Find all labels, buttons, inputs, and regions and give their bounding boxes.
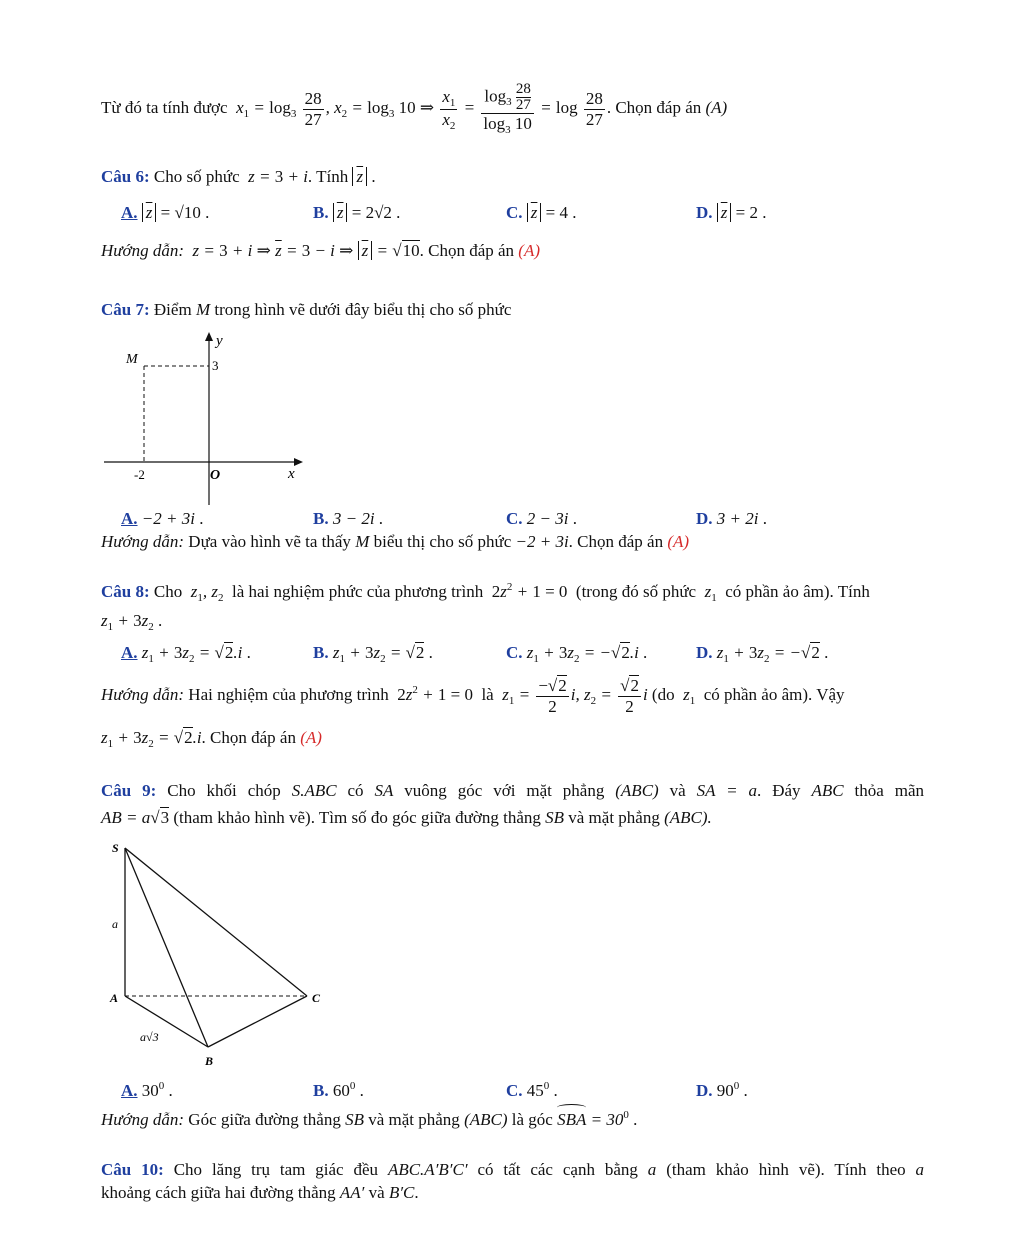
q10-prism: ABC.A′B′C′ <box>387 1160 468 1179</box>
q10-text-c: (tham khảo hình vẽ). Tính theo <box>666 1160 906 1179</box>
q7-coordinate-figure <box>100 330 310 510</box>
q6-option-a[interactable]: A. $\overline{z} = √10$ . <box>121 203 210 222</box>
q9-option-b-label: B. <box>313 1081 329 1100</box>
q9-guide-degree: 0 <box>623 1109 629 1121</box>
q9-option-b[interactable]: B. $60^0$ . <box>313 1080 364 1100</box>
q8-option-d[interactable]: D. $z_1 + 3z_2 = -√2$ . <box>696 643 829 665</box>
q7-stem <box>101 300 511 320</box>
q8-guide-line2: $z_1 + 3z_2 = √2.i$. Chọn đáp án (A) <box>101 728 322 750</box>
q7-option-d-label: D. <box>696 509 713 528</box>
q10-line2-end: . <box>414 1183 419 1202</box>
q9-plane2: (ABC). <box>664 808 712 827</box>
q9-text-e: . Đáy <box>757 781 801 800</box>
intro-lead: Từ đó ta tính được <box>101 97 228 117</box>
q8-option-b[interactable]: B. $z_1 + 3z_2 = √2$ . <box>313 643 433 665</box>
q7-text-a: Điểm <box>153 300 192 319</box>
q6-option-c-label: C. <box>506 203 523 222</box>
q8-guide-text: Hai nghiệm của phương trình <box>188 685 389 704</box>
q10-stem <box>101 1160 924 1180</box>
q9-text-c: vuông góc với mặt phẳng <box>404 781 605 800</box>
intro-ending: . Chọn đáp án <box>606 97 702 117</box>
q10-bc: B′C <box>388 1183 415 1202</box>
q9-guide-sb: SB <box>345 1110 364 1129</box>
q8-stem-line2: $z_1 + 3z_2$ . <box>101 611 163 633</box>
q9-text-g: (tham khảo hình vẽ). Tìm số đo góc giữa đường thẳng <box>173 808 541 827</box>
q7-x-label: x <box>288 466 295 482</box>
q6-option-a-value: √10 <box>174 203 201 222</box>
q6-stem: Câu 6: Cho số phức z = 3 + i. Tính $\overline{z}$ . <box>101 167 376 186</box>
q7-guide-label: Hướng dẫn: <box>101 532 185 551</box>
q9-text-h: và mặt phẳng <box>568 808 660 827</box>
q7-option-a[interactable]: A. −2 + 3i . <box>121 509 204 528</box>
q9-label-c: C <box>312 991 321 1005</box>
intro-answer: (A) <box>705 97 728 117</box>
q9-pyramid: S.ABC <box>291 781 337 800</box>
q7-y-arrow <box>205 332 213 341</box>
q9-guide-text2: và mặt phẳng <box>368 1110 460 1129</box>
q6-text: Cho số phức <box>153 167 240 186</box>
q9-option-d-degree: 0 <box>733 1080 740 1092</box>
q7-origin: O <box>210 468 221 483</box>
q7-option-c-value: 2 − 3i <box>526 509 569 528</box>
q8-text-d: có phần ảo âm). Tính <box>725 582 870 601</box>
q9-edge-bc <box>208 996 307 1047</box>
q9-option-a-label: A. <box>121 1081 138 1100</box>
q8-option-a-label: A. <box>121 643 138 662</box>
q7-option-c[interactable]: C. 2 − 3i . <box>506 509 577 528</box>
q6-answer: (A) <box>518 241 541 260</box>
q7-guide-value: −2 + 3i <box>515 532 569 551</box>
q9-pyramid-figure <box>100 836 340 1076</box>
q6-option-b-label: B. <box>313 203 329 222</box>
q8-text-a: Cho <box>153 582 183 601</box>
q9-label-s: S <box>112 841 119 855</box>
q9-label-b: B <box>205 1054 214 1068</box>
q7-text-b: trong hình vẽ dưới đây biểu thị cho số phức <box>214 300 512 319</box>
q9-option-d-label: D. <box>696 1081 713 1100</box>
q7-point-label: M <box>126 352 138 367</box>
q8-label: Câu 8: <box>101 582 150 601</box>
q9-guide-plane: (ABC) <box>464 1110 508 1129</box>
q6-tail: . Tính <box>307 167 349 186</box>
q9-option-c-value: 45 <box>526 1081 544 1100</box>
q10-stem-line2 <box>101 1183 419 1203</box>
q6-option-c[interactable]: C. $\overline{z} = 4$ . <box>506 203 577 222</box>
q9-plane: (ABC) <box>615 781 659 800</box>
q7-option-b[interactable]: B. 3 − 2i . <box>313 509 384 528</box>
q7-option-c-label: C. <box>506 509 523 528</box>
q9-option-c[interactable]: C. $45^0$ . <box>506 1080 558 1100</box>
q6-option-d-label: D. <box>696 203 713 222</box>
q7-option-d-value: 3 + 2i <box>716 509 759 528</box>
q10-edge-a2: a <box>915 1160 925 1179</box>
q9-stem-line2: AB = a√3 (tham khảo hình vẽ). Tìm số đo góc giữa đường thẳng SB và mặt phẳng (ABC). <box>101 808 712 827</box>
q6-guide-end: . Chọn đáp án <box>419 241 515 260</box>
q6-option-c-value: 4 <box>559 203 568 222</box>
q9-sa: SA <box>374 781 394 800</box>
q7-guide <box>101 532 689 552</box>
q7-y-tick: 3 <box>212 358 219 373</box>
q7-guide-text2: biểu thị cho số phức <box>373 532 512 551</box>
q9-option-d-value: 90 <box>716 1081 734 1100</box>
q9-edge-ab <box>125 996 208 1047</box>
q9-sb: SB <box>545 808 565 827</box>
q8-guide-label: Hướng dẫn: <box>101 685 185 704</box>
intro-line: Từ đó ta tính được $x_1 = \log_3$ $\frac{28}{27}$ , $x_2 = \log_3 10$ ⇒ $\frac{x_1}{x_2}$ = $\log_3$ $\frac{28}{27}$ $\log_3 10$ = log $\frac{28}{27}$ . Chọn đáp án (A) <box>101 81 728 136</box>
q7-option-a-value: −2 + 3i <box>141 509 195 528</box>
q8-guide-end: . Chọn đáp án <box>201 728 296 747</box>
q8-option-a[interactable]: A. $z_1 + 3z_2 = √2.i$ . <box>121 643 251 665</box>
q6-option-d-value: 2 <box>749 203 758 222</box>
q7-x-arrow <box>294 458 303 466</box>
q6-option-b-value: 2√2 <box>365 203 392 222</box>
q9-guide-angle: SBA <box>557 1110 587 1129</box>
q9-guide-text: Góc giữa đường thẳng <box>188 1110 341 1129</box>
q8-guide: Hướng dẫn: Hai nghiệm của phương trình $2z^2 + 1 = 0$ là $z_1$ = $\frac{-√2}{2}$ i, $z_2$ = $\frac{√2}{2}$ i (do $z_1$ có phần ảo âm). Vậy <box>101 675 845 716</box>
q7-y-label: y <box>216 333 223 349</box>
q9-label: Câu 9: <box>101 781 157 800</box>
q10-line2-a: khoảng cách giữa hai đường thẳng <box>101 1183 336 1202</box>
q9-edge-sb <box>125 848 208 1047</box>
q7-label: Câu 7: <box>101 300 150 319</box>
q6-guide-label: Hướng dẫn: <box>101 241 185 260</box>
q7-answer: (A) <box>667 532 690 551</box>
q7-point: M <box>195 300 211 319</box>
q9-abc: ABC <box>811 781 844 800</box>
q9-label-edge-sa: a <box>112 917 118 931</box>
q6-option-d[interactable]: D. $\overline{z} = 2$ . <box>696 203 767 222</box>
q9-label-a: A <box>110 991 119 1005</box>
q6-label: Câu 6: <box>101 167 150 186</box>
q8-text-c: (trong đó số phức <box>575 582 697 601</box>
q9-option-c-label: C. <box>506 1081 523 1100</box>
q10-line2-b: và <box>368 1183 385 1202</box>
q9-edge-sc <box>125 848 307 996</box>
q7-option-a-label: A. <box>121 509 138 528</box>
q8-text-b: là hai nghiệm phức của phương trình <box>232 582 484 601</box>
q9-option-b-value: 60 <box>332 1081 350 1100</box>
q9-option-a-degree: 0 <box>158 1080 165 1092</box>
q7-guide-end: . Chọn đáp án <box>568 532 664 551</box>
q7-option-d[interactable]: D. 3 + 2i . <box>696 509 767 528</box>
q9-guide-value: = 30 <box>590 1110 624 1129</box>
q8-answer: (A) <box>300 728 322 747</box>
q9-stem: Câu 9: Cho khối chóp S.ABC có SA vuông góc với mặt phẳng (ABC) và SA = a. Đáy ABC thỏa mãn <box>101 781 925 800</box>
q9-guide-label: Hướng dẫn: <box>101 1110 185 1129</box>
q9-text-a: Cho khối chóp <box>167 781 281 800</box>
q7-guide-text: Dựa vào hình vẽ ta thấy <box>188 532 351 551</box>
q9-guide: Hướng dẫn: Góc giữa đường thẳng SB và mặt phẳng (ABC) là góc SBA = $30^0$ . <box>101 1109 638 1129</box>
q9-label-edge-ab: a√3 <box>140 1030 159 1044</box>
q9-text-f: thỏa mãn <box>854 781 925 800</box>
q7-option-b-value: 3 − 2i <box>332 509 375 528</box>
q9-option-a-value: 30 <box>141 1081 159 1100</box>
q6-option-b[interactable]: B. $\overline{z} = 2√2$ . <box>313 203 401 222</box>
q10-label: Câu 10: <box>101 1160 164 1179</box>
q8-option-c[interactable]: C. $z_1 + 3z_2 = -√2.i$ . <box>506 643 648 665</box>
q8-guide-la: là <box>481 685 494 704</box>
q10-text-a: Cho lăng trụ tam giác đều <box>173 1160 379 1179</box>
q9-option-a[interactable]: A. $30^0$ . <box>121 1080 173 1100</box>
q8-option-c-label: C. <box>506 643 523 662</box>
q7-option-b-label: B. <box>313 509 329 528</box>
q8-stem: Câu 8: Cho $z_1$, $z_2$ là hai nghiệm phức của phương trình $2z^2 + 1 = 0$ (trong đó số phức $z_1$ có phần ảo âm). Tính <box>101 581 870 604</box>
q7-x-tick: -2 <box>134 467 145 482</box>
q10-text-b: có tất các cạnh bằng <box>477 1160 638 1179</box>
q9-text-d: và <box>669 781 686 800</box>
q10-aa: AA′ <box>339 1183 365 1202</box>
q8-option-d-label: D. <box>696 643 713 662</box>
q9-option-c-degree: 0 <box>543 1080 550 1092</box>
q9-option-d[interactable]: D. $90^0$ . <box>696 1080 748 1100</box>
q10-edge-a: a <box>647 1160 657 1179</box>
q8-guide-do: (do <box>651 685 675 704</box>
q8-guide-tail: có phần ảo âm). Vậy <box>703 685 845 704</box>
q9-guide-text3: là góc <box>511 1110 553 1129</box>
q7-guide-point: M <box>355 532 370 551</box>
q6-guide: Hướng dẫn: z = 3 + i ⇒ $\overline{z} = 3 - i$ ⇒ $\overline{z} = √10$. Chọn đáp án (A) <box>101 241 541 260</box>
q6-option-a-label: A. <box>121 203 138 222</box>
q9-text-b: có <box>347 781 364 800</box>
q8-option-b-label: B. <box>313 643 329 662</box>
q9-option-b-degree: 0 <box>349 1080 356 1092</box>
